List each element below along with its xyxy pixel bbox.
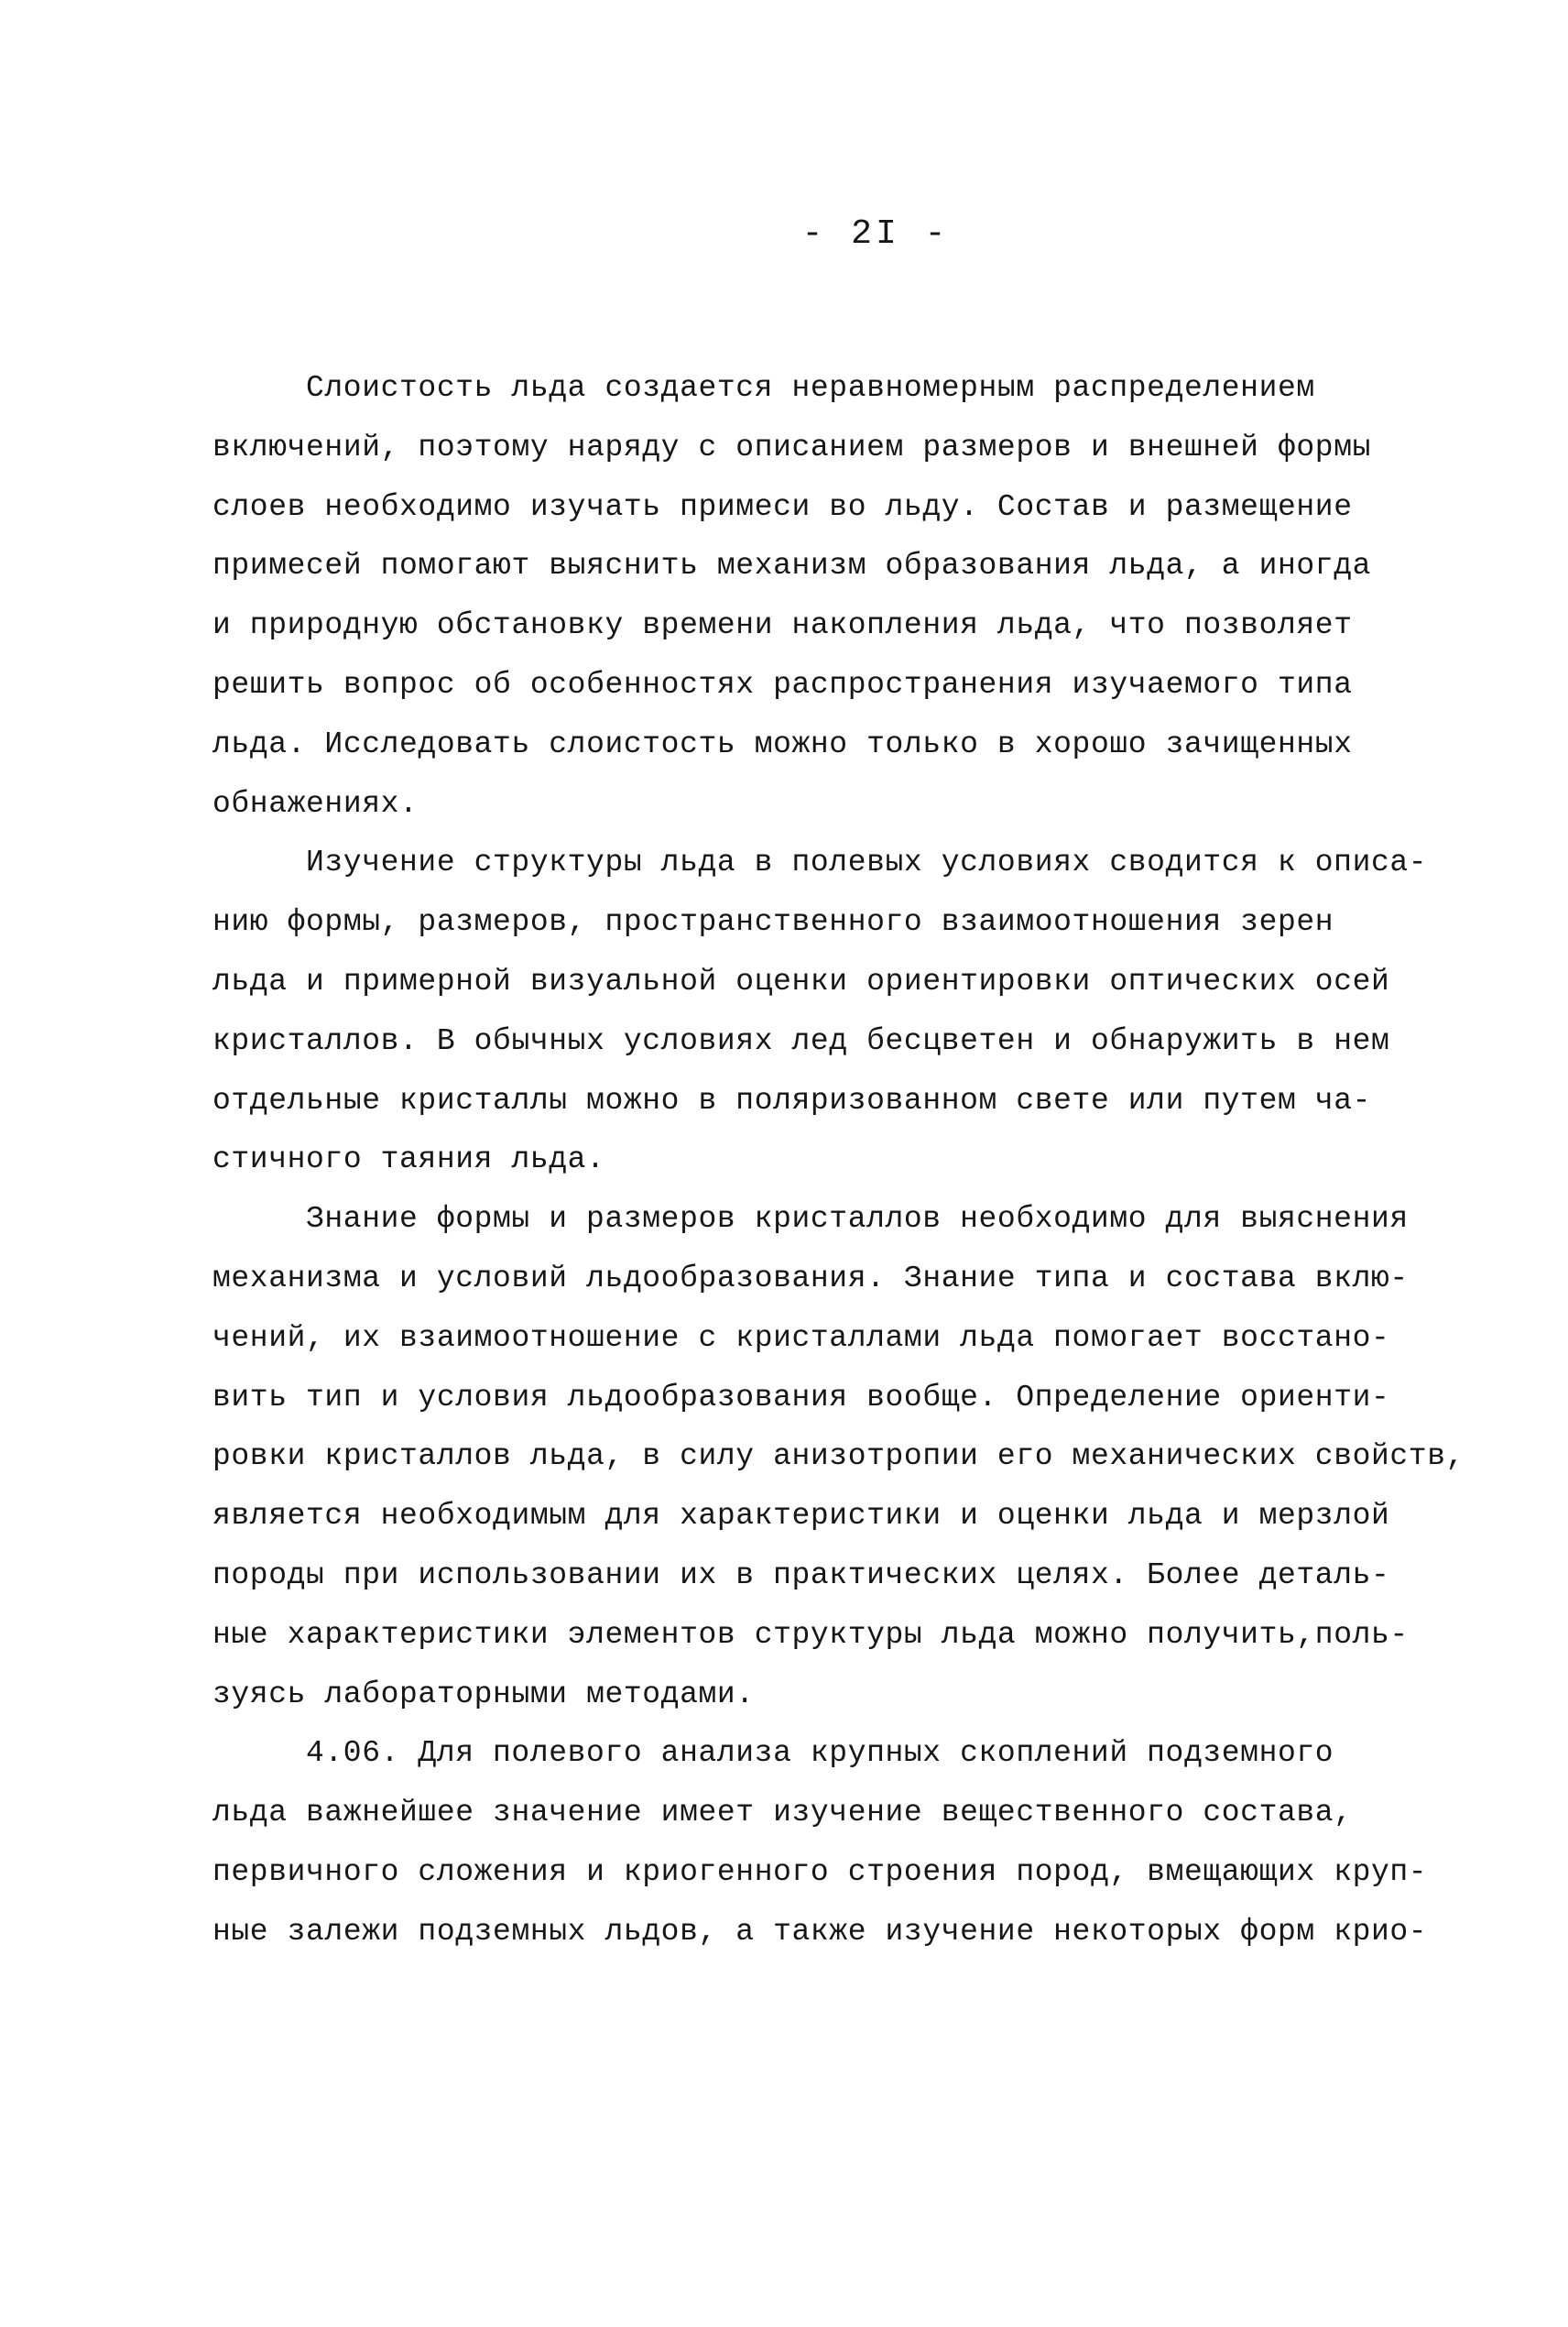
text-line: обнажениях. <box>212 786 419 821</box>
text-line: зуясь лабораторными методами. <box>212 1677 755 1711</box>
text-line: Знание формы и размеров кристаллов необходимо для выяснения <box>306 1202 1409 1237</box>
text-line: ровки кристаллов льда, в силу анизотропии его механических свойств, <box>212 1439 1465 1474</box>
page-number: - 2I - <box>801 214 950 254</box>
text-line: примесей помогают выяснить механизм образования льда, а иногда <box>212 549 1371 584</box>
text-line: кристаллов. В обычных условиях лед бесцветен и обнаружить в нем <box>212 1023 1390 1058</box>
text-line: Слоистость льда создается неравномерным распределением <box>306 371 1315 405</box>
text-line: льда важнейшее значение имеет изучение вещественного состава, <box>212 1796 1353 1830</box>
text-line: вить тип и условия льдообразования вообще. Определение ориенти- <box>212 1380 1390 1415</box>
text-line: нию формы, размеров, пространственного взаимоотношения зерен <box>212 905 1334 940</box>
text-line: слоев необходимо изучать примеси во льду. Состав и размещение <box>212 489 1353 524</box>
text-line: отдельные кристаллы можно в поляризованном свете или путем ча- <box>212 1083 1371 1118</box>
paragraph-layering <box>212 359 1440 834</box>
paragraph-section-4-06 <box>212 1724 1440 1961</box>
paragraph-crystals <box>212 1190 1465 1724</box>
text-line: стичного таяния льда. <box>212 1142 605 1177</box>
text-line: механизма и условий льдообразования. Знание типа и состава вклю- <box>212 1261 1409 1295</box>
text-line: Изучение структуры льда в полевых условиях сводится к описа- <box>306 846 1428 880</box>
paragraph-structure <box>212 834 1440 1190</box>
text-line: породы при использовании их в практических целях. Более деталь- <box>212 1557 1390 1592</box>
text-line: решить вопрос об особенностях распространения изучаемого типа <box>212 667 1353 702</box>
text-line: включений, поэтому наряду с описанием размеров и внешней формы <box>212 430 1371 464</box>
text-line: первичного сложения и криогенного строения пород, вмещающих круп- <box>212 1854 1428 1889</box>
page-body <box>212 359 1465 1962</box>
text-line: льда и примерной визуальной оценки ориентировки оптических осей <box>212 964 1390 999</box>
text-line: 4.06. Для полевого анализа крупных скоплений подземного <box>306 1736 1334 1771</box>
text-line: льда. Исследовать слоистость можно только в хорошо зачищенных <box>212 727 1353 761</box>
text-line: ные характеристики элементов структуры льда можно получить,поль- <box>212 1617 1409 1652</box>
text-line: чений, их взаимоотношение с кристаллами льда помогает восстано- <box>212 1320 1390 1355</box>
text-line: ные залежи подземных льдов, а также изучение некоторых форм крио- <box>212 1914 1428 1949</box>
text-line: и природную обстановку времени накопления льда, что позволяет <box>212 608 1353 643</box>
text-line: является необходимым для характеристики и оценки льда и мерзлой <box>212 1499 1390 1534</box>
